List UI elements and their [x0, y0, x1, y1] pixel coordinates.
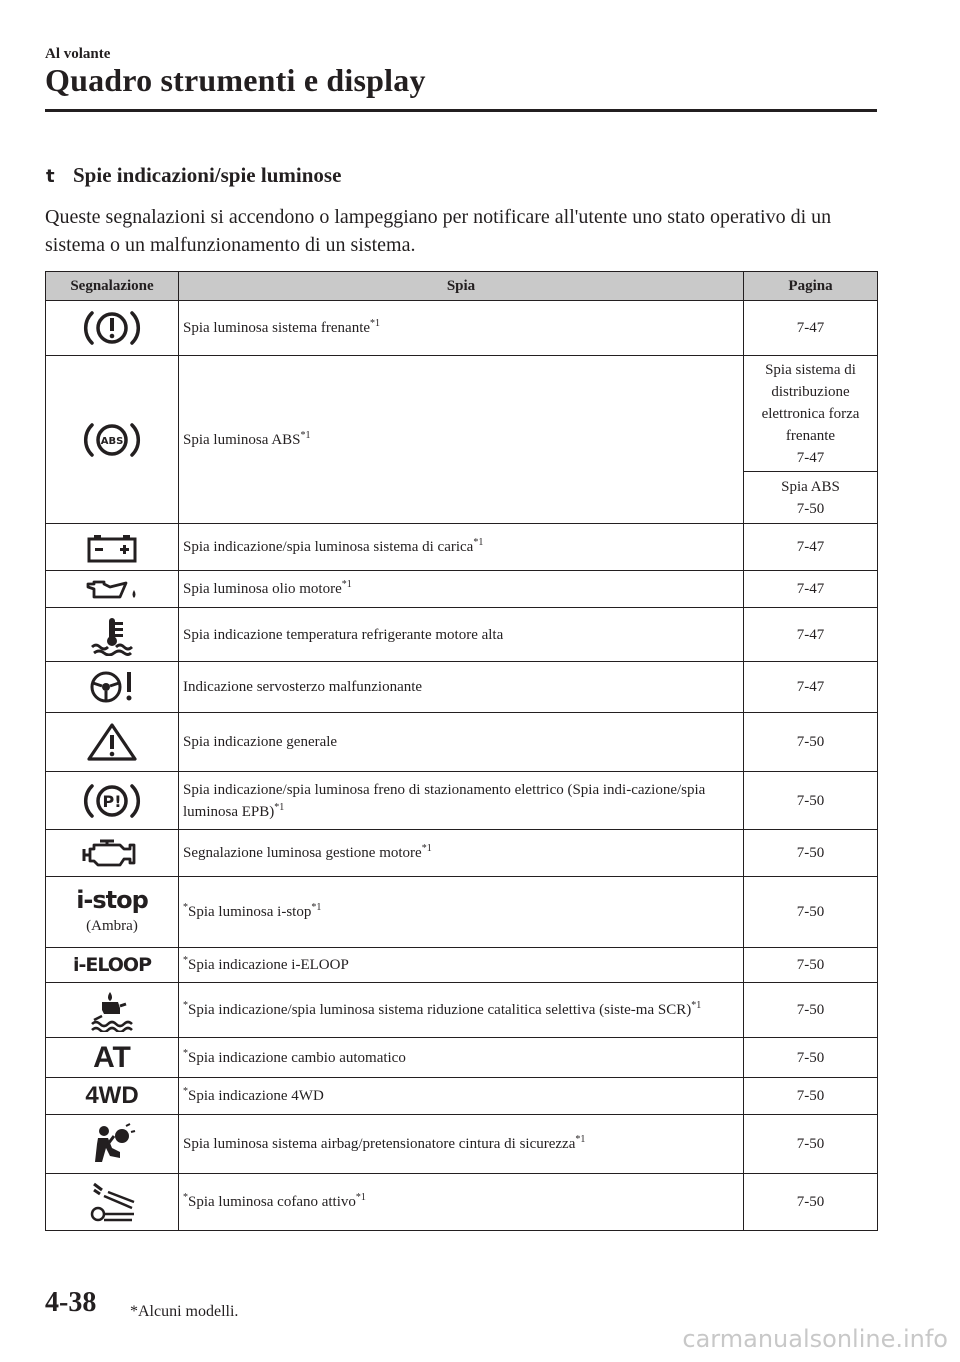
i-eloop-icon: i-ELOOP [72, 954, 152, 976]
table-row [46, 571, 878, 608]
page-cell: 7-50 [744, 877, 878, 948]
table-row [46, 524, 878, 571]
name-cell: Indicazione servosterzo malfunzionante [179, 662, 744, 713]
name-cell: Spia indicazione temperatura refrigerante motore alta [179, 608, 744, 662]
page-cell [744, 472, 878, 524]
name-cell: Spia indicazione/spia luminosa freno di stazionamento elettrico (Spia indi-cazione/spia luminosa EPB)$^{*1}$ [179, 772, 744, 830]
svg-text:P!: P! [102, 791, 122, 811]
icon-cell [46, 1115, 179, 1174]
table-row [46, 608, 878, 662]
name-cell: Spia luminosa ABS$^{*1}$ [179, 356, 744, 524]
section-label: Al volante [45, 46, 111, 62]
oil-can-icon [80, 575, 144, 603]
page-reference-label: Spia sistema di distribuzione elettronica forza frenante [761, 361, 860, 444]
icon-cell [46, 772, 179, 830]
icon-cell [46, 983, 179, 1038]
icon-cell [46, 877, 179, 948]
icon-cell [46, 301, 179, 356]
page-cell: 7-50 [744, 1115, 878, 1174]
icon-cell [46, 1174, 179, 1231]
table-row [46, 1038, 878, 1078]
intro-paragraph: Queste segnalazioni si accendono o lampeggiano per notificare all'utente uno stato operativo di un sistema o un malfunzionamento di un sistema. [45, 206, 832, 256]
page-cell: 7-50 [744, 830, 878, 877]
table-row [46, 356, 878, 472]
page-reference-number: 7-50 [796, 500, 825, 517]
table-row [46, 1174, 878, 1231]
icon-cell [46, 1038, 179, 1078]
name-cell: *Spia indicazione cambio automatico [179, 1038, 744, 1078]
icon-cell [46, 1078, 179, 1115]
name-cell: Spia luminosa sistema frenante$^{*1}$ [179, 301, 744, 356]
table-row [46, 983, 878, 1038]
name-cell: Segnalazione luminosa gestione motore$^{*1}$ [179, 830, 744, 877]
svg-text:ABS: ABS [100, 435, 124, 447]
name-cell: *Spia luminosa cofano attivo$^{*1}$ [179, 1174, 744, 1231]
page-cell: 7-50 [744, 983, 878, 1038]
name-cell: *Spia indicazione i-ELOOP [179, 948, 744, 983]
section-title: Spie indicazioni/spie luminose [73, 163, 342, 187]
icon-cell [46, 608, 179, 662]
table-row [46, 1078, 878, 1115]
page-cell: 7-47 [744, 662, 878, 713]
table-row [46, 713, 878, 772]
table-row [46, 830, 878, 877]
icon-cell [46, 713, 179, 772]
page-cell: 7-50 [744, 1038, 878, 1078]
watermark: carmanualsonline.info [682, 1325, 948, 1353]
coolant-temperature-icon [82, 614, 142, 656]
name-cell: *Spia luminosa i-stop$^{*1}$ [179, 877, 744, 948]
check-engine-icon [80, 835, 144, 871]
page-cell: 7-47 [744, 608, 878, 662]
battery-charge-icon [82, 529, 142, 565]
table-row [46, 772, 878, 830]
page-number: 4-38 [45, 1287, 97, 1318]
page-cell: 7-47 [744, 524, 878, 571]
page-cell: 7-50 [744, 1078, 878, 1115]
page-cell: 7-47 [744, 571, 878, 608]
page-reference-label: Spia ABS [781, 478, 840, 495]
scr-system-icon [82, 988, 142, 1032]
name-cell: *Spia indicazione/spia luminosa sistema riduzione catalitica selettiva (siste-ma SCR)$^{*1}$ [179, 983, 744, 1038]
page-cell [744, 356, 878, 472]
name-cell: Spia indicazione/spia luminosa sistema di carica$^{*1}$ [179, 524, 744, 571]
page-title: Quadro strumenti e display [45, 62, 426, 98]
abs-warning-icon [82, 419, 142, 461]
icon-cell [46, 356, 179, 524]
page-cell: 7-50 [744, 1174, 878, 1231]
table-row [46, 301, 878, 356]
header-name: Spia [179, 272, 744, 301]
page-reference-number: 7-47 [796, 449, 825, 466]
4wd-icon: 4WD [85, 1082, 139, 1109]
power-steering-icon [82, 666, 142, 708]
warning-lights-table [45, 271, 878, 1231]
icon-cell [46, 524, 179, 571]
icon-cell [46, 662, 179, 713]
header-page: Pagina [744, 272, 878, 301]
parking-brake-icon [82, 780, 142, 822]
header-divider [45, 109, 877, 112]
at-icon: AT [93, 1040, 131, 1074]
page-cell: 7-50 [744, 713, 878, 772]
name-cell: *Spia indicazione 4WD [179, 1078, 744, 1115]
general-warning-icon [82, 720, 142, 764]
airbag-icon [82, 1122, 142, 1166]
page-cell: 7-50 [744, 948, 878, 983]
icon-cell [46, 948, 179, 983]
table-row [46, 1115, 878, 1174]
brake-warning-icon [82, 307, 142, 349]
footnote: *Alcuni modelli. [130, 1303, 239, 1320]
table-header-row [46, 272, 878, 301]
icon-cell [46, 571, 179, 608]
name-cell: Spia indicazione generale [179, 713, 744, 772]
active-bonnet-icon [82, 1180, 142, 1224]
header-icon: Segnalazione [46, 272, 179, 301]
icon-cell [46, 830, 179, 877]
page-cell: 7-47 [744, 301, 878, 356]
section-marker: t [46, 166, 55, 187]
name-cell: Spia luminosa sistema airbag/pretensionatore cintura di sicurezza$^{*1}$ [179, 1115, 744, 1174]
table-row [46, 948, 878, 983]
i-stop-icon: i-stop [76, 886, 148, 914]
name-cell: Spia luminosa olio motore$^{*1}$ [179, 571, 744, 608]
page-cell: 7-50 [744, 772, 878, 830]
table-row [46, 877, 878, 948]
icon-note: (Ambra) [86, 918, 138, 934]
table-row [46, 662, 878, 713]
